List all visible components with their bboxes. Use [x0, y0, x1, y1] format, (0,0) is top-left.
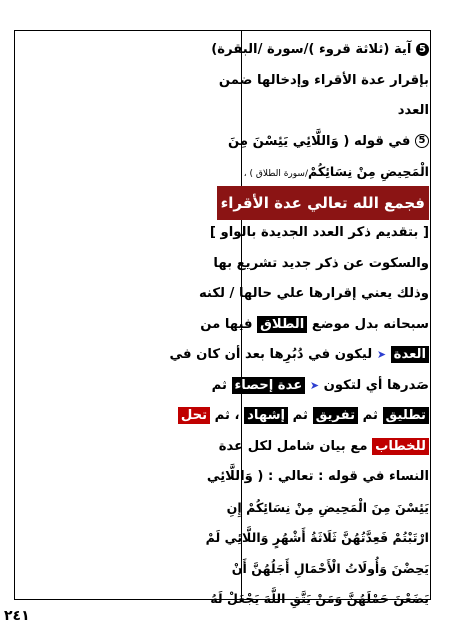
- number-badge-icon: 5: [416, 43, 429, 56]
- line-13: تطليق ثم تفريق ثم إشهاد ، ثم تحل: [247, 401, 429, 432]
- line-3: العدد: [397, 103, 429, 118]
- red-banner: فجمع الله تعالي عدة الأقراء: [217, 186, 429, 221]
- line-8: والسكوت عن ذكر جديد تشريع بها: [213, 255, 429, 271]
- line-10: سبحانه بدل موضع الطلاق فيها من: [200, 316, 429, 332]
- line-5: الْمَحِيضِ مِنْ نِسَائِكُمْ/سورة الطلاق ) ،: [243, 164, 429, 179]
- arrow-left-icon: ➤: [376, 348, 387, 361]
- line-2: بإقرار عدة الأقراء وإدخالها ضمن: [218, 72, 429, 88]
- line-14: للخطاب مع بيان شامل لكل عدة: [247, 432, 429, 463]
- line-16: يَئِسْنَ مِنَ الْمَحِيضِ مِنْ نِسَائِكُمْ إِنِ: [226, 499, 429, 515]
- line-19: يَضَعْنَ حَمْلَهُنَّ وَمَنْ يَتَّقِ اللَّهَ يَجْعَلْ لَهُ: [210, 591, 429, 606]
- line-4: 5 في قوله ( وَاللَّائِي يَئِسْنَ مِنَ: [247, 127, 429, 158]
- line-18: يَحِضْنَ وَأُولَاتُ الْأَحْمَالِ أَجَلُهُنَّ أَنْ: [231, 560, 429, 576]
- arrow-left-icon: ➤: [309, 378, 320, 392]
- line-9: وذلك يعني إقرارها علي حالها / لكنه: [198, 286, 429, 301]
- number-outline-icon: 5: [415, 134, 429, 148]
- table-frame: [14, 30, 431, 606]
- highlight-khuttab: للخطاب: [372, 438, 429, 455]
- line-12: صَدرها أي لتكون ➤ عدة إحصاء ثم: [211, 377, 429, 393]
- highlight-talaq: الطلاق: [257, 316, 307, 333]
- page-number: ٢٤١: [4, 608, 30, 624]
- line-15: النساء في قوله : تعالي : ( وَاللَّائِي: [206, 469, 429, 484]
- highlight-ihsa: عدة إحصاء: [232, 377, 306, 394]
- banner-line: [220, 188, 429, 219]
- line-11: العدة ➤ ليكون في دُبُرِها بعد أن كان في: [247, 340, 429, 371]
- line-1: 5 آية (ثلاثة قروء )/سورة /البقرة): [247, 35, 429, 66]
- highlight-iddah: العدة: [391, 346, 429, 363]
- line-7: [ بتقديم ذكر العدد الجديدة بالواو ]: [209, 225, 429, 240]
- line-17: ارْتَبْتُمْ فَعِدَّتُهُنَّ ثَلَاثَةُ أَشْهُرٍ وَاللَّائِي لَمْ: [205, 530, 429, 545]
- text-column: [169, 35, 429, 615]
